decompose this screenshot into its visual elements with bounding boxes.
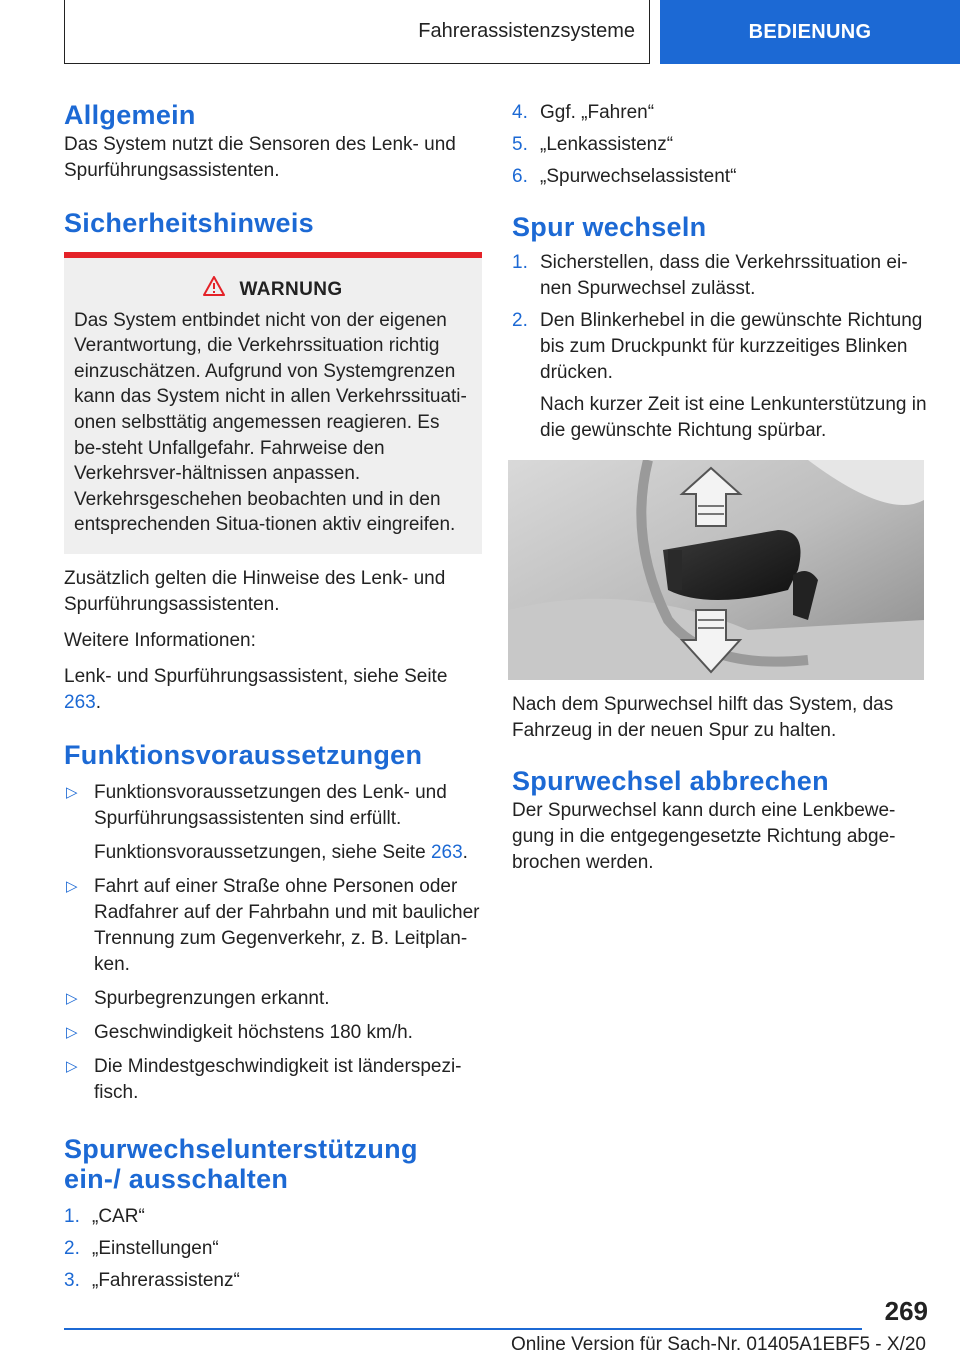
step-number: 3. (64, 1269, 80, 1291)
header-section-label: Fahrerassistenzsysteme (418, 20, 635, 42)
bullet-subtext-end: . (462, 841, 468, 863)
right-column (512, 100, 930, 452)
step-number: 1. (512, 252, 528, 273)
step-item (512, 100, 930, 126)
turn-signal-lever-image (508, 460, 924, 680)
step-item (64, 1204, 482, 1230)
step-text: „Lenkassistenz“ (540, 134, 674, 155)
paragraph-weitere-informationen: Weitere Informationen: (64, 629, 256, 651)
header-chapter-label: BEDIENUNG (748, 20, 872, 43)
warning-title: WARNUNG (239, 279, 343, 300)
footer-online-version: Online Version für Sach-Nr. 01405A1EBF5 - X/20 (510, 1334, 926, 1355)
header-chapter-tab (660, 0, 960, 64)
step-item (64, 1236, 482, 1262)
bullet-subtext-label: Funktionsvoraussetzungen, siehe Seite (94, 841, 426, 863)
heading-spurwechsel-abbrechen: Spurwechsel abbrechen (512, 766, 829, 796)
bullet-item (64, 1054, 482, 1106)
paragraph-lenk-reference (64, 664, 482, 716)
bullet-text: Spurbegrenzungen erkannt. (94, 987, 330, 1009)
page-link-263-second[interactable]: 263 (430, 841, 463, 863)
step-number: 1. (64, 1205, 80, 1227)
warning-text: Das System entbindet nicht von der eigenen Verantwortung, die Verkehrssituation richtig einzuschätzen. Aufgrund von Systemgrenzen kann das System nicht in allen Verkehrssituati-onen selbsttätig angemessen reagieren. Es be-steht Unfallgefahr. Fahrweise den Verkehrsver-hältnissen anpassen. Verkehrsgeschehen beobachten und in den entsprechenden Situa-tionen aktiv eingreifen. (74, 309, 467, 536)
step-item (512, 132, 930, 158)
bullet-item (64, 1020, 482, 1046)
heading-spur-wechseln: Spur wechseln (512, 212, 707, 242)
page-number: 269 (884, 1296, 928, 1326)
bullet-item (64, 874, 482, 978)
step-number: 4. (512, 102, 528, 123)
lenk-reference-end: . (95, 691, 101, 713)
bullet-marker-icon: ▷ (66, 783, 78, 801)
bullet-text: Fahrt auf einer Straße ohne Personen oder Radfahrer auf der Fahrbahn und mit baulicher Trennung zum Gegenverkehr, z. B. Leitplan-ken. (94, 875, 480, 975)
bullet-marker-icon: ▷ (66, 989, 78, 1007)
bullet-marker-icon: ▷ (66, 1057, 78, 1075)
footer-rule (64, 1328, 862, 1330)
step-subtext: Nach kurzer Zeit ist eine Lenkunterstützung in die gewünschte Richtung spürbar. (540, 394, 927, 441)
heading-funktionsvoraussetzungen: Funktionsvoraussetzungen (64, 739, 423, 770)
step-text: Ggf. „Fahren“ (540, 102, 655, 123)
bullet-item (64, 780, 482, 832)
bullet-marker-icon: ▷ (66, 877, 78, 895)
step-number: 2. (512, 310, 528, 331)
step-number: 2. (64, 1237, 80, 1259)
step-text: Den Blinkerhebel in die gewünschte Richtung bis zum Druckpunkt für kurzzeitiges Blinken drücken. (540, 310, 923, 383)
warning-box (64, 252, 482, 554)
lenk-reference-text: Lenk- und Spurführungsassistent, siehe Seite (64, 665, 448, 687)
paragraph-allgemein: Das System nutzt die Sensoren des Lenk- und Spurführungsassistenten. (64, 134, 456, 181)
paragraph-zusaetzlich: Zusätzlich gelten die Hinweise des Lenk- und Spurführungsassistenten. (64, 567, 446, 615)
bullet-text: Geschwindigkeit höchstens 180 km/h. (94, 1021, 413, 1043)
paragraph-abbrechen: Der Spurwechsel kann durch eine Lenkbewe-gung in die entgegengesetzte Richtung abge-brochen werden. (512, 800, 896, 873)
heading-spurwechselunterstuetzung: Spurwechselunterstützung ein-/ ausschalten (64, 1133, 418, 1194)
step-text: „Spurwechselassistent“ (540, 166, 737, 187)
step-item (512, 308, 930, 386)
step-item (64, 1268, 482, 1294)
bullet-subtext (64, 840, 482, 866)
step-text: „CAR“ (92, 1205, 145, 1227)
step-number: 6. (512, 166, 528, 187)
heading-allgemein: Allgemein (64, 100, 196, 130)
paragraph-nach-spurwechsel: Nach dem Spurwechsel hilft das System, das Fahrzeug in der neuen Spur zu halten. (512, 694, 894, 741)
step-item (512, 250, 930, 302)
step-number: 5. (512, 134, 528, 155)
heading-sicherheitshinweis: Sicherheitshinweis (64, 208, 314, 238)
bullet-marker-icon: ▷ (66, 1023, 78, 1041)
step-text: „Fahrerassistenz“ (92, 1269, 240, 1291)
bullet-text: Die Mindestgeschwindigkeit ist länderspezi-fisch. (94, 1055, 462, 1103)
bullet-item (64, 986, 482, 1012)
header-section-tab (64, 0, 650, 64)
left-column (64, 100, 482, 1300)
warning-icon (203, 276, 225, 304)
step-text: „Einstellungen“ (92, 1237, 219, 1259)
bullet-text: Funktionsvoraussetzungen des Lenk- und Spurführungsassistenten sind erfüllt. (94, 781, 447, 829)
step-text: Sicherstellen, dass die Verkehrssituation ei-nen Spurwechsel zulässt. (540, 252, 908, 299)
step-item (512, 164, 930, 190)
page-link-263[interactable]: 263 (64, 691, 96, 713)
right-column-lower (512, 692, 930, 876)
